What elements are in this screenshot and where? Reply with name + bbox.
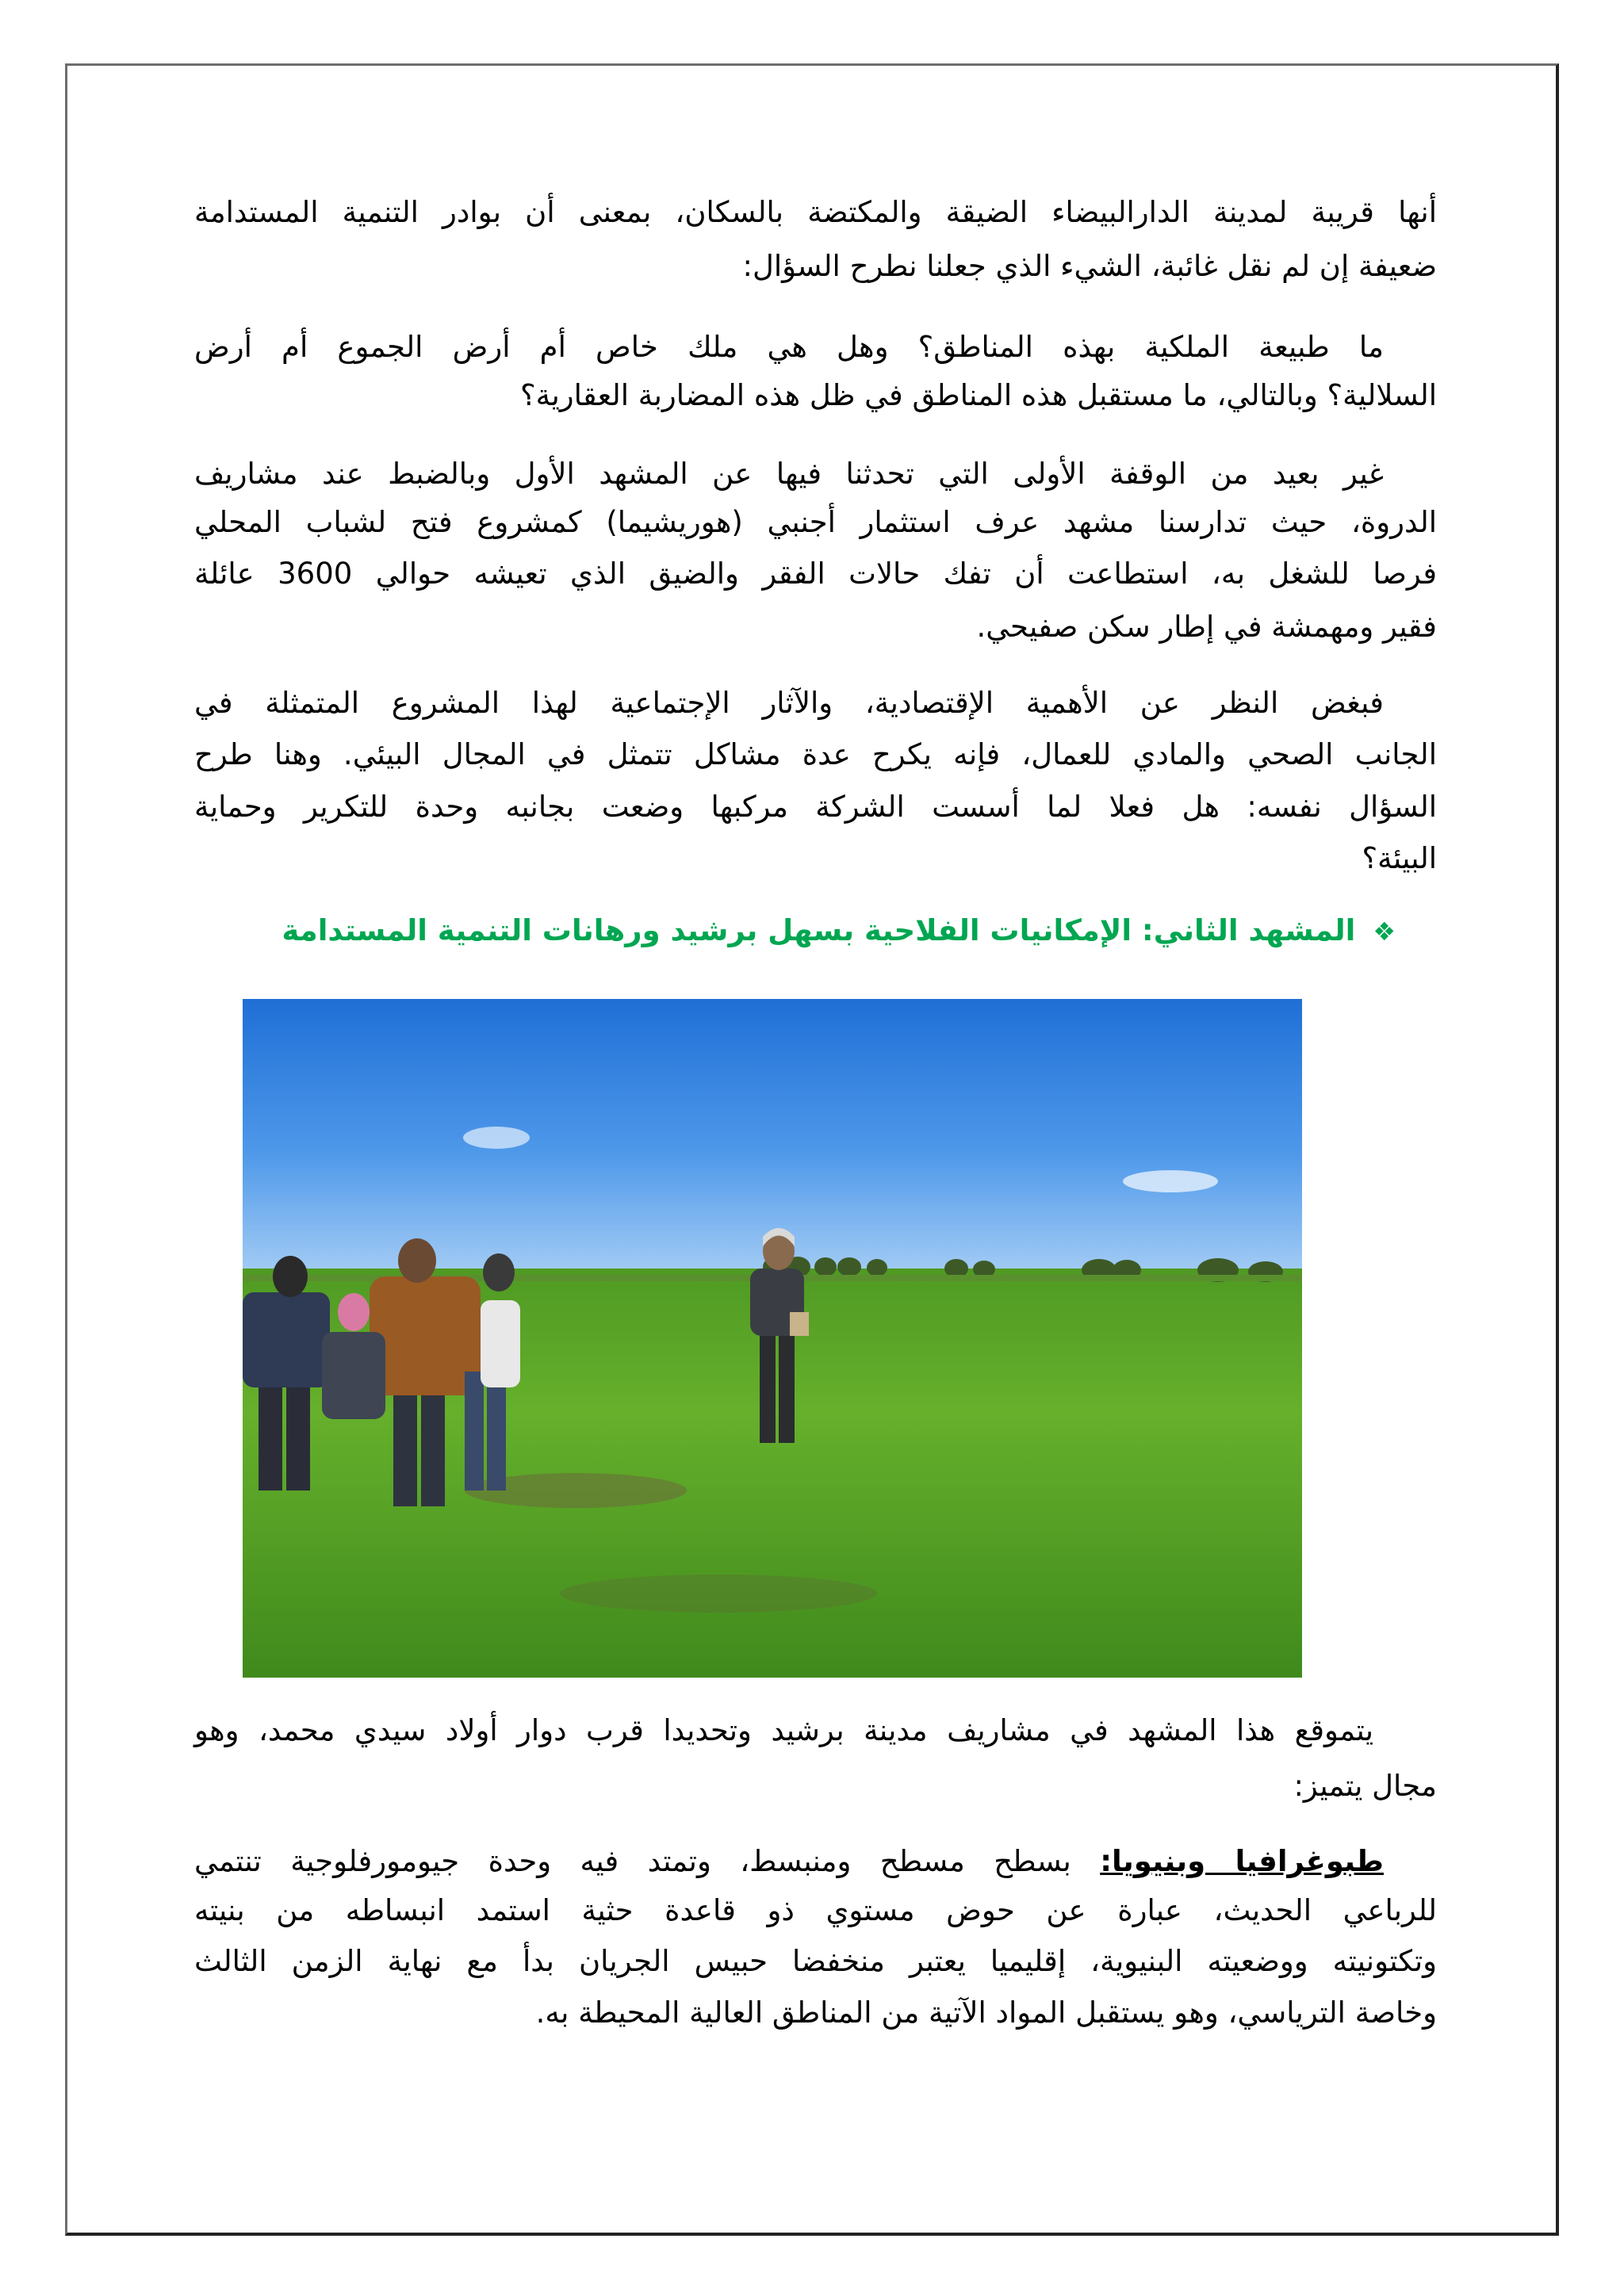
paragraph-6-line-2: للرباعي الحديث، عبارة عن حوض مستوي ذو قاعدة حثية استمد انبساطه من بنيته xyxy=(194,1893,1437,1927)
paragraph-4-line-4: البيئة؟ xyxy=(1362,841,1437,875)
paragraph-5-line-2: مجال يتميز: xyxy=(1293,1769,1437,1803)
paragraph-3-line-1: غير بعيد من الوقفة الأولى التي تحدثنا فيها عن المشهد الأول وبالضبط عند مشاريف xyxy=(194,457,1384,491)
field-trip-photo xyxy=(243,999,1302,1678)
paragraph-4-line-2: الجانب الصحي والمادي للعمال، فإنه يكرح عدة مشاكل تتمثل في المجال البيئي. وهنا طرح xyxy=(194,737,1437,771)
paragraph-6-line-3: وتكتونيته ووضعيته البنيوية، إقليميا يعتبر منخفضا حبيس الجريان بدأ مع نهاية الزمن الثالث xyxy=(194,1944,1437,1978)
paragraph-3-line-2: الدروة، حيث تدارسنا مشهد عرف استثمار أجنبي (هوريشيما) كمشروع فتح لشباب المحلي xyxy=(194,505,1437,539)
paragraph-4-line-1: فبغض النظر عن الأهمية الإقتصادية، والآثار الإجتماعية لهذا المشروع المتمثلة في xyxy=(194,686,1384,720)
paragraph-6-line-1-text: بسطح مسطح ومنبسط، وتمتد فيه وحدة جيومورفلوجية تنتمي xyxy=(194,1844,1101,1878)
paragraph-6-line-4: وخاصة الترياسي، وهو يستقبل المواد الآتية من المناطق العالية المحيطة به. xyxy=(535,1996,1437,2030)
paragraph-6-line-1 xyxy=(194,1837,1437,1886)
paragraph-5-line-1: يتموقع هذا المشهد في مشاريف مدينة برشيد وتحديدا قرب دوار أولاد سيدي محمد، وهو xyxy=(194,1713,1373,1747)
diamond-bullet-icon: ❖ xyxy=(1373,916,1396,947)
paragraph-4-line-3: السؤال نفسه: هل فعلا لما أسست الشركة مركبها وضعت بجانبه وحدة للتكرير وحماية xyxy=(194,790,1437,824)
paragraph-3-line-4: فقير ومهمشة في إطار سكن صفيحي. xyxy=(976,610,1437,644)
field-trip-photo-illustration xyxy=(243,999,1302,1678)
paragraph-2-line-1: ما طبيعة الملكية بهذه المناطق؟ وهل هي ملك خاص أم أرض الجموع أم أرض xyxy=(194,330,1384,364)
paragraph-2-line-2: السلالية؟ وبالتالي، ما مستقبل هذه المناطق في ظل هذه المضاربة العقارية؟ xyxy=(519,378,1437,412)
paragraph-6-term: طبوغرافيا وبنيويا: xyxy=(1100,1844,1384,1878)
section-heading xyxy=(194,906,1396,955)
paragraph-1-line-1: أنها قريبة لمدينة الدارالبيضاء الضيقة والمكتضة بالسكان، بمعنى أن بوادر التنمية المستدامة xyxy=(194,195,1437,229)
paragraph-1-line-2: ضعيفة إن لم نقل غائبة، الشيء الذي جعلنا نطرح السؤال: xyxy=(742,249,1437,283)
section-heading-text: المشهد الثاني: الإمكانيات الفلاحية بسهل برشيد ورهانات التنمية المستدامة xyxy=(282,913,1356,947)
paragraph-3-line-3: فرصا للشغل به، استطاعت أن تفك حالات الفقر والضيق الذي تعيشه حوالي 3600 عائلة xyxy=(194,557,1438,591)
